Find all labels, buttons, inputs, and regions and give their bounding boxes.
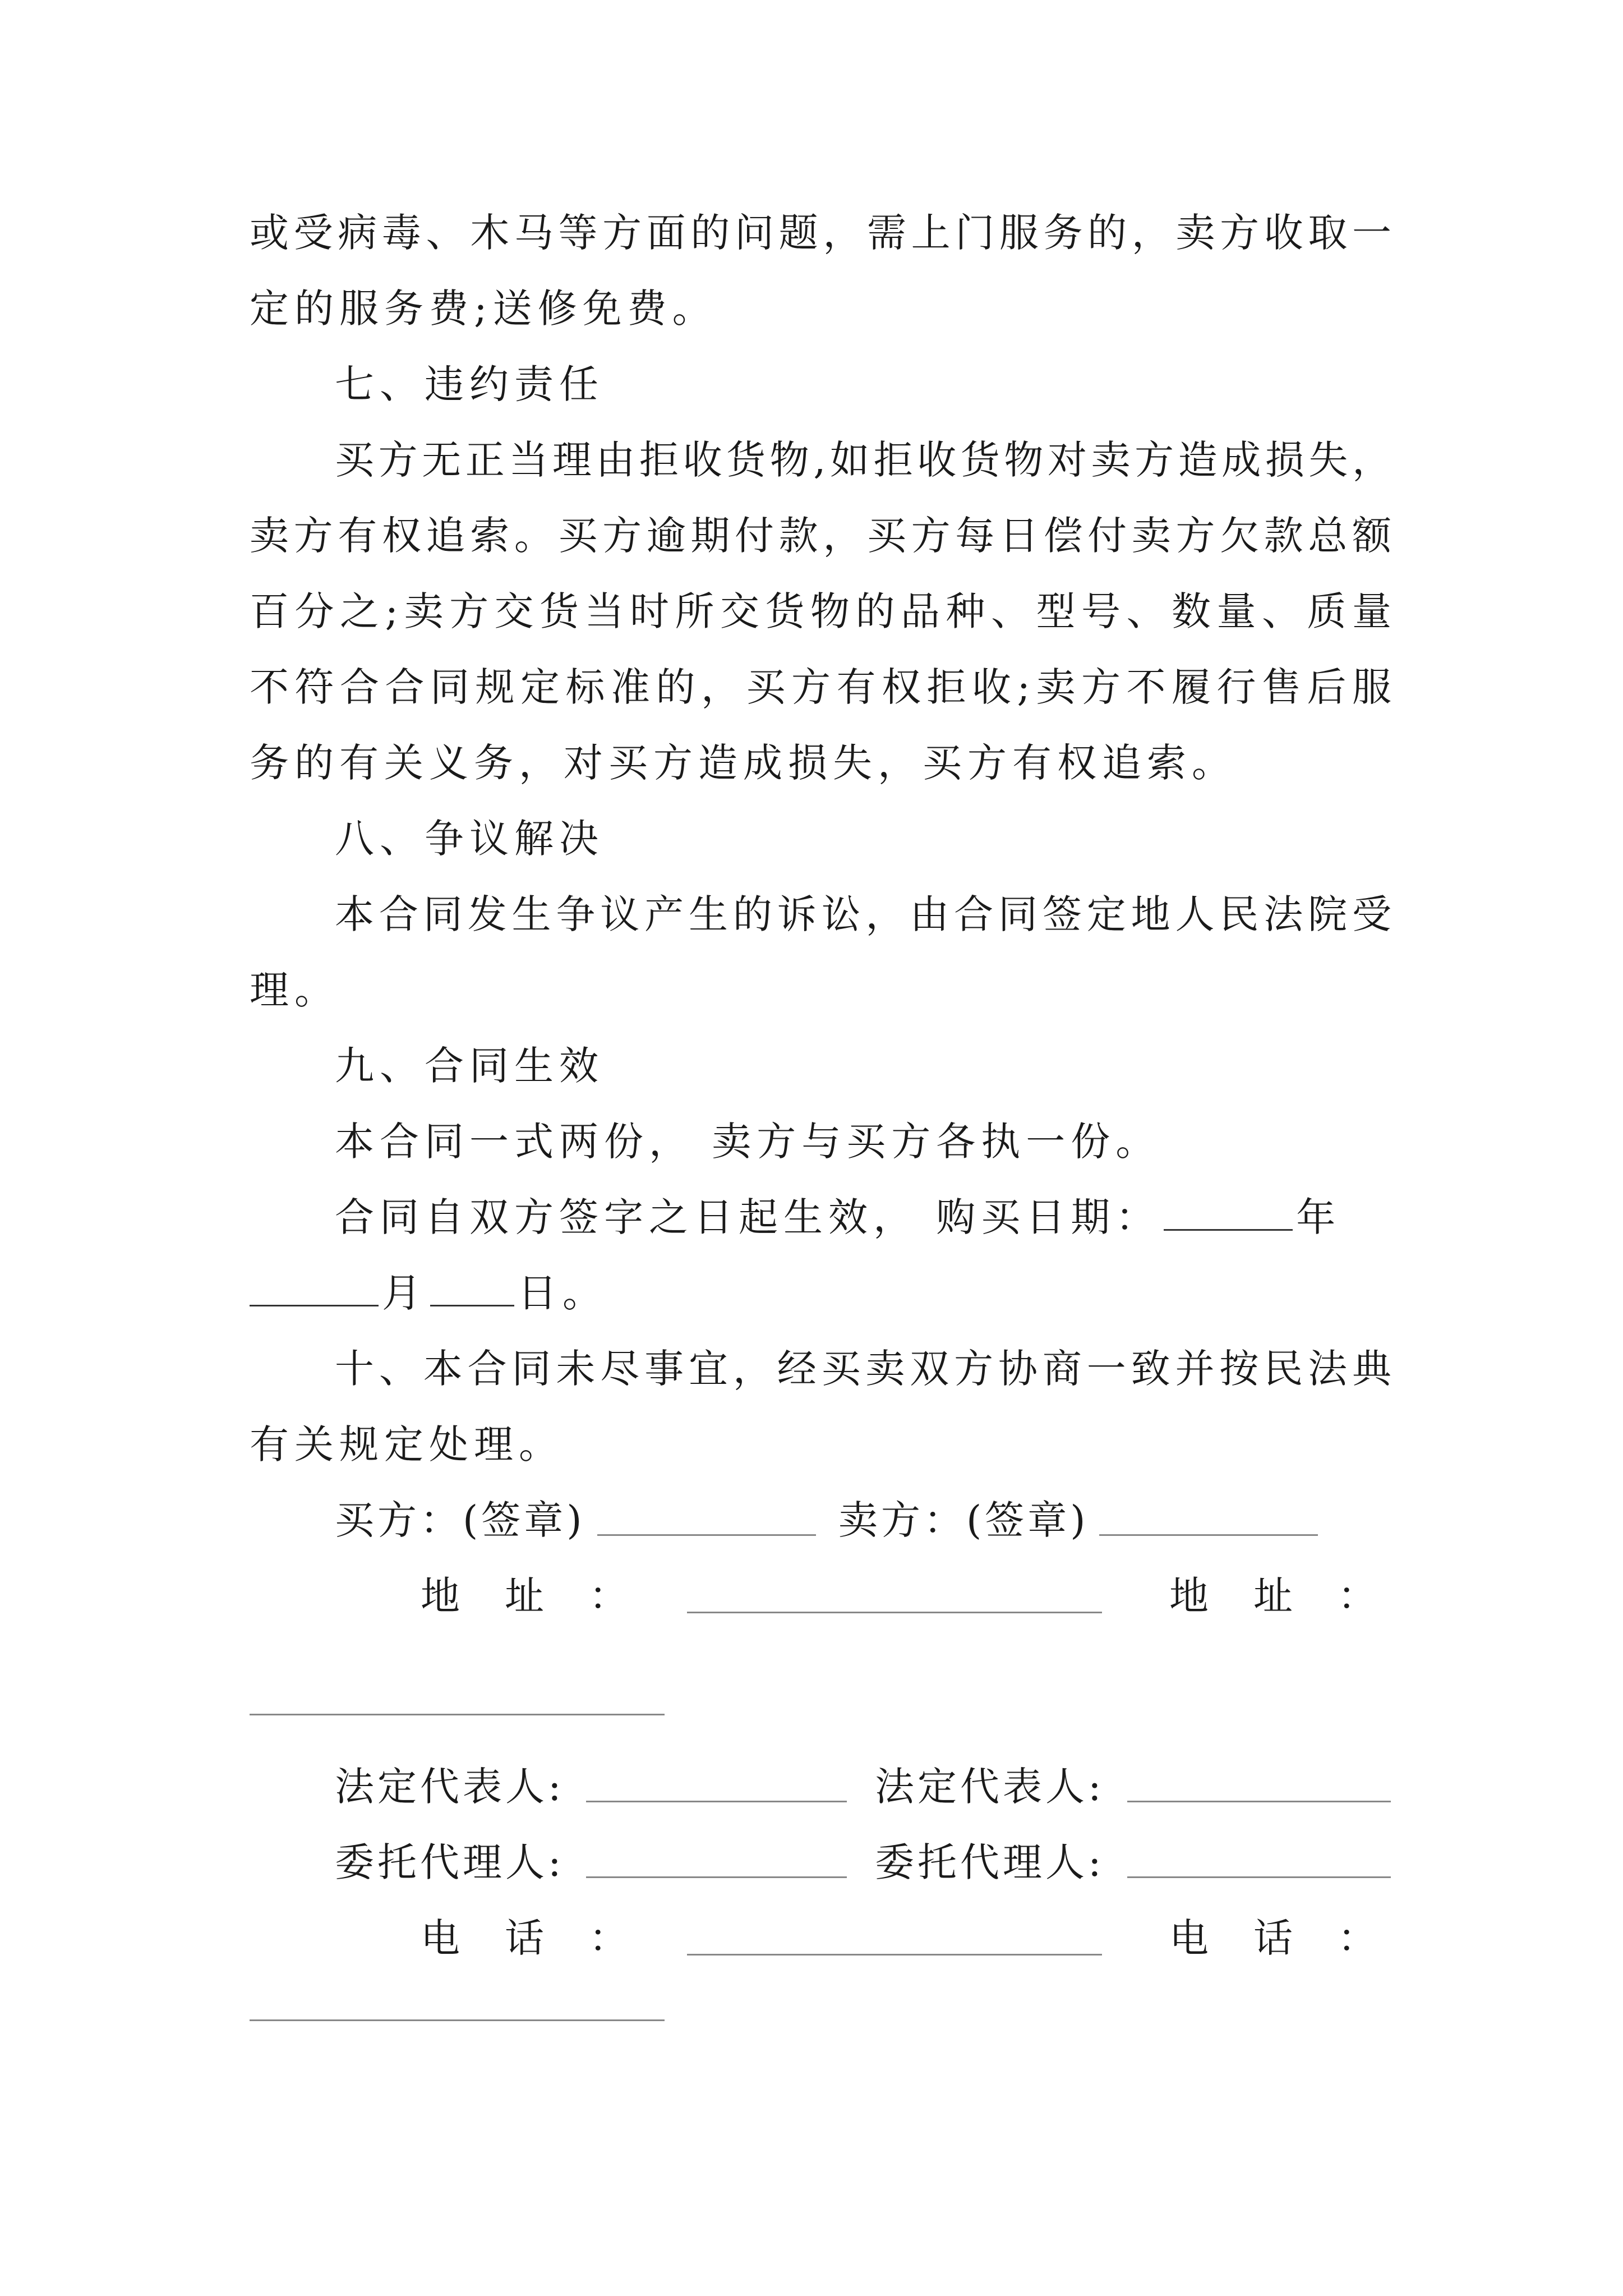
paragraph-line: 或受病毒、木马等方面的问题，需上门服务的，卖方收取一 [250,210,1391,256]
buyer-legal-rep-label: 法定代表人: [335,1764,565,1810]
buyer-phone-label: 电话： [421,1915,673,1961]
seller-agent-label: 委托代理人: [875,1839,1105,1885]
paragraph-line: 务的有关义务，对买方造成损失，买方有权追索。 [250,740,1237,786]
seller-address-line[interactable] [250,1714,665,1715]
seller-phone-label: 电话： [1169,1915,1422,1961]
paragraph-line: 有关规定处理。 [250,1421,564,1467]
year-label: 年 [1296,1194,1341,1240]
paragraph-line: 买方无正当理由拒收货物,如拒收货物对卖方造成损失， [335,437,1391,483]
buyer-phone-line[interactable] [687,1954,1102,1955]
paragraph-text: 合同自双方签字之日起生效， 购买日期： [335,1194,1161,1240]
seller-address-label: 地址： [1169,1573,1422,1619]
paragraph-line: 卖方有权追索。买方逾期付款，买方每日偿付卖方欠款总额 [250,513,1391,559]
seller-agent-line[interactable] [1127,1876,1391,1878]
paragraph-line: 定的服务费;送修免费。 [250,286,717,332]
seller-legal-rep-line[interactable] [1127,1801,1391,1802]
buyer-sign-line[interactable] [597,1534,816,1536]
seller-sign-label: 卖方：(签章) [838,1497,1089,1543]
month-label: 月 [382,1270,427,1316]
day-blank[interactable] [430,1266,514,1306]
seller-phone-line[interactable] [250,2019,665,2021]
buyer-sign-label: 买方：(签章) [335,1497,585,1543]
purchase-date-line-2 [250,1265,607,1321]
seller-sign-line[interactable] [1099,1534,1318,1536]
month-blank[interactable] [250,1266,379,1306]
buyer-agent-label: 委托代理人: [335,1839,565,1885]
seller-legal-rep-label: 法定代表人: [875,1764,1105,1810]
section-heading-8: 八、争议解决 [335,816,604,862]
day-label: 日。 [518,1270,607,1316]
section-heading-9: 九、合同生效 [335,1043,604,1089]
buyer-address-label: 地址： [421,1573,673,1619]
paragraph-line: 十、本合同未尽事宜，经买卖双方协商一致并按民法典 [335,1346,1391,1392]
buyer-agent-line[interactable] [586,1876,847,1878]
buyer-address-line[interactable] [687,1612,1102,1613]
year-blank[interactable] [1164,1190,1293,1231]
paragraph-line: 理。 [250,967,339,1013]
buyer-legal-rep-line[interactable] [586,1801,847,1802]
paragraph-line: 百分之;卖方交货当时所交货物的品种、型号、数量、质量 [250,588,1391,634]
purchase-date-line [335,1189,1341,1245]
paragraph-line: 不符合合同规定标准的，买方有权拒收;卖方不履行售后服 [250,664,1391,710]
paragraph-line: 本合同一式两份， 卖方与买方各执一份。 [335,1119,1161,1165]
paragraph-line: 本合同发生争议产生的诉讼，由合同签定地人民法院受 [335,891,1391,937]
section-heading-7: 七、违约责任 [335,361,604,407]
